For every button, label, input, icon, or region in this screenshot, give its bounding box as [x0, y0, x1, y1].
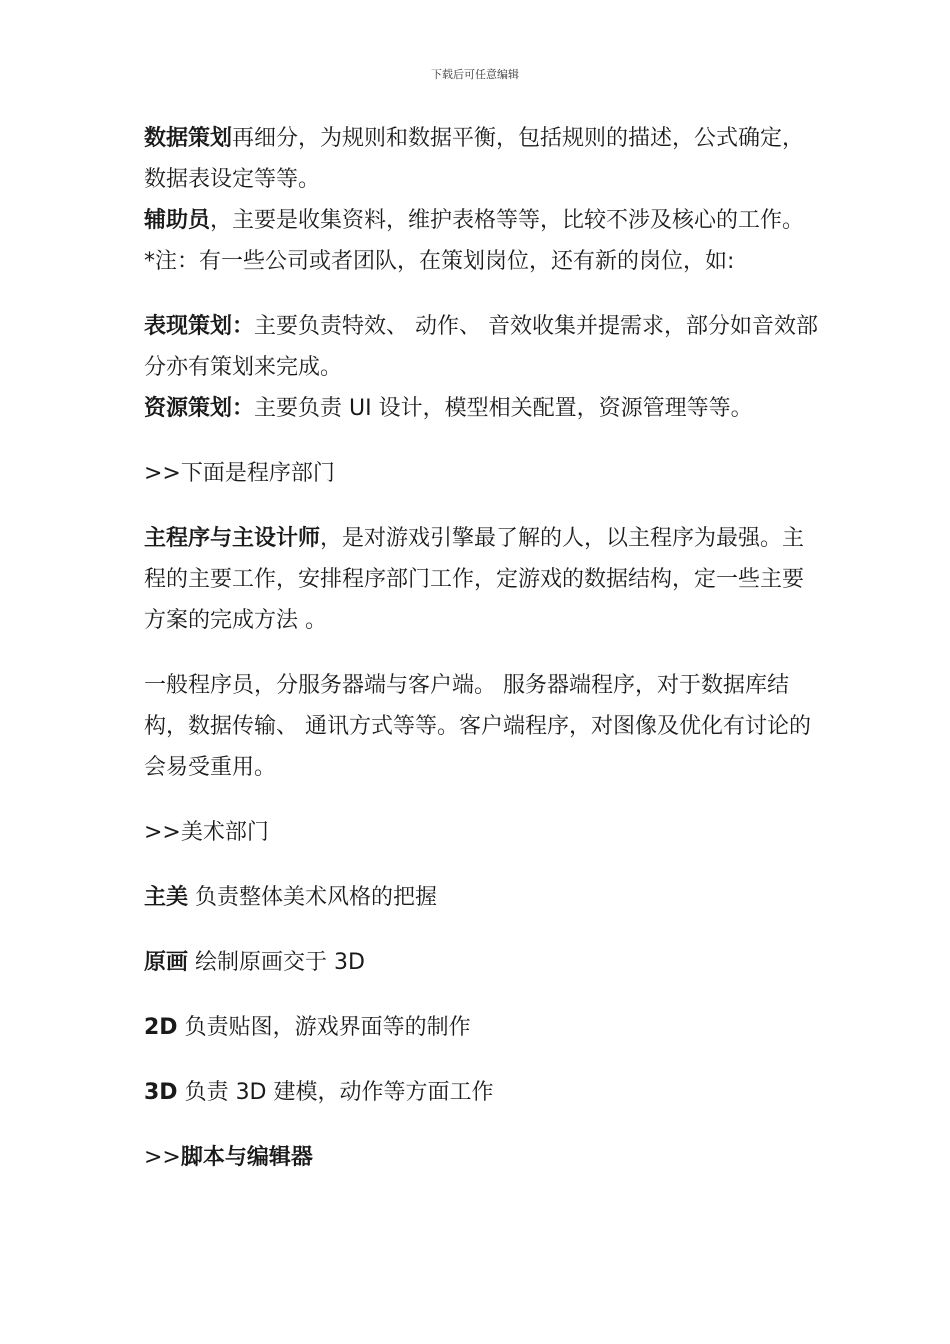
desc-art-director: 负责整体美术风格的把握: [188, 885, 438, 910]
desc-data-planner: 再细分，为规则和数据平衡，包括规则的描述，公式确定，数据表设定等等。: [144, 126, 805, 192]
heading-script-editor: 脚本与编辑器: [180, 1145, 313, 1170]
desc-lead-programmer: ，是对游戏引擎最了解的人，以主程序为最强。主程的主要工作，安排程序部门工作，定游戏的数据结构，定一些主要方案的完成方法 。: [144, 526, 805, 633]
term-data-planner: 数据策划: [144, 126, 233, 151]
desc-resource-planner: 主要负责 UI 设计，模型相关配置，资源管理等等。: [254, 396, 753, 421]
paragraph-lead-programmer: [144, 518, 824, 641]
section-heading-art: >>美术部门: [144, 820, 269, 845]
paragraph-note: *注：有一些公司或者团队，在策划岗位，还有新的岗位，如:: [144, 249, 735, 274]
term-concept-art: 原画: [144, 950, 189, 975]
paragraph-2d-artist: [144, 1007, 824, 1048]
desc-2d-artist: 负责贴图，游戏界面等的制作: [177, 1015, 471, 1040]
paragraph-resource-planner: [144, 388, 824, 429]
desc-assistant: ，主要是收集资料，维护表格等等，比较不涉及核心的工作。: [210, 208, 805, 233]
section-heading-programming: >>下面是程序部门: [144, 461, 335, 486]
document-body: [144, 118, 824, 1178]
term-3d-artist: 3D: [144, 1080, 178, 1105]
term-lead-programmer: 主程序与主设计师: [144, 526, 321, 551]
paragraph-art-director: [144, 877, 824, 918]
paragraph-general-programmer: 一般程序员，分服务器端与客户端。 服务器端程序，对于数据库结构，数据传输、 通讯方式等等。客户端程序，对图像及优化有讨论的会易受重用。: [144, 673, 811, 780]
term-presentation-planner: 表现策划：: [144, 314, 255, 339]
paragraph-assistant: [144, 200, 824, 241]
desc-3d-artist: 负责 3D 建模，动作等方面工作: [177, 1080, 494, 1105]
term-assistant: 辅助员: [144, 208, 211, 233]
desc-presentation-planner: 主要负责特效、 动作、 音效收集并提需求，部分如音效部分亦有策划来完成。: [144, 314, 819, 380]
term-2d-artist: 2D: [144, 1015, 178, 1040]
term-art-director: 主美: [144, 885, 189, 910]
paragraph-data-planner: [144, 118, 824, 200]
heading-prefix: >>: [144, 1145, 181, 1170]
section-heading-script-editor: [144, 1137, 824, 1178]
paragraph-3d-artist: [144, 1072, 824, 1113]
desc-concept-art: 绘制原画交于 3D: [188, 950, 365, 975]
page-header-note: 下载后可任意编辑: [431, 68, 519, 81]
paragraph-concept-art: [144, 942, 824, 983]
term-resource-planner: 资源策划：: [144, 396, 255, 421]
paragraph-presentation-planner: [144, 306, 824, 388]
